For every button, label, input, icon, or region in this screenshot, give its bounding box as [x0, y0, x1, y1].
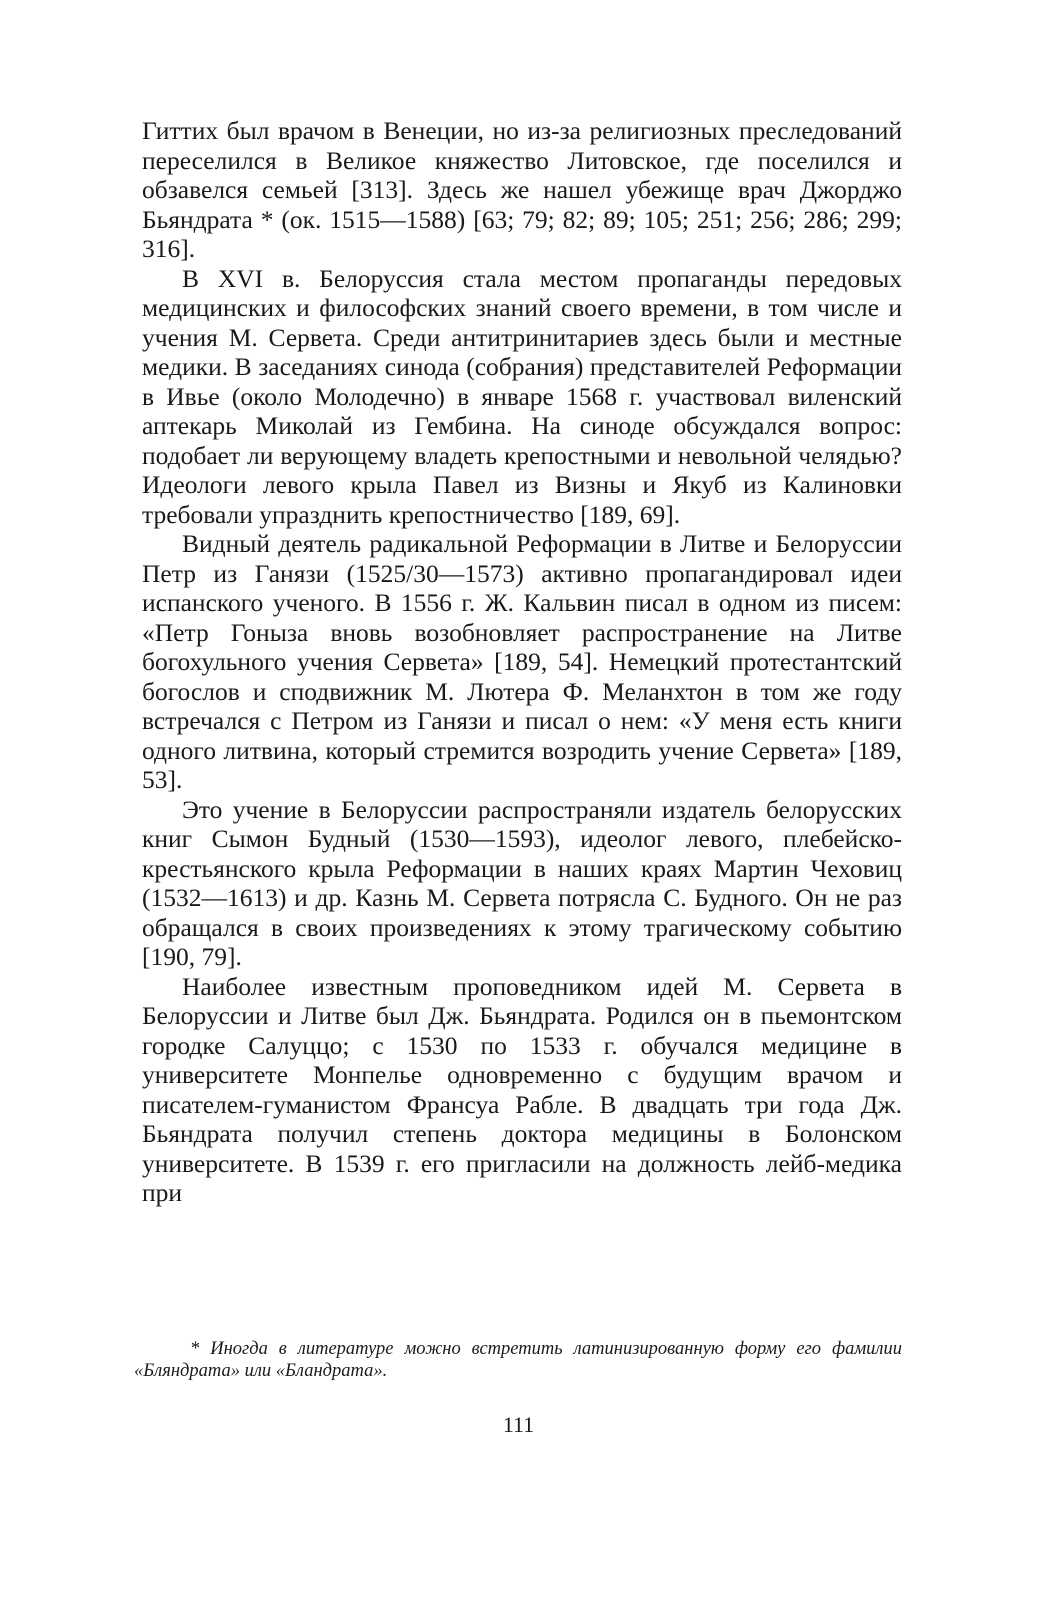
- paragraph-5: Наиболее известным проповедником идей М. Сервета в Белоруссии и Литве был Дж. Бьяндрата. Родился он в пьемонтском городке Салуццо; с 1530 по 1533 г. обучался медицине в университете Монпелье одновременно с будущим врачом и писателем-гуманистом Франсуа Рабле. В двадцать три года Дж. Бьяндрата получил степень доктора медицины в Болонском университете. В 1539 г. его пригласили на должность лейб-медика при: [142, 971, 902, 1207]
- page-body: [142, 116, 902, 1208]
- paragraph-3: Видный деятель радикальной Реформации в Литве и Белоруссии Петр из Ганязи (1525/30—1573) активно пропагандировал идеи испанского ученого. В 1556 г. Ж. Кальвин писал в одном из писем: «Петр Гоныза вновь возобновляет распространение на Литве богохульного учения Сервета» [189, 54]. Немецкий протестантский богослов и сподвижник М. Лютера Ф. Меланхтон в том же году встречался с Петром из Ганязи и писал о нем: «У меня есть книги одного литвина, который стремится возродить учение Сервета» [189, 53].: [142, 529, 902, 794]
- page-number: 111: [502, 1412, 535, 1437]
- paragraph-4: Это учение в Белоруссии распространяли издатель белорусских книг Сымон Будный (1530—1593), идеолог левого, плебейско-крестьянского крыла Реформации в наших краях Мартин Чеховиц (1532—1613) и др. Казнь М. Сервета потрясла С. Будного. Он не раз обращался в своих произведениях к этому трагическому событию [190, 79].: [142, 794, 902, 971]
- paragraph-2: В XVI в. Белоруссия стала местом пропаганды передовых медицинских и философских знаний своего времени, в том числе и учения М. Сервета. Среди антитринитариев здесь были и местные медики. В заседаниях синода (собрания) представителей Реформации в Ивье (около Молодечно) в январе 1568 г. участвовал виленский аптекарь Миколай из Гембина. На синоде обсуждался вопрос: подобает ли верующему владеть крепостными и невольной челядью? Идеологи левого крыла Павел из Визны и Якуб из Калиновки требовали упразднить крепостничество [189, 69].: [142, 263, 902, 529]
- paragraph-1: Гиттих был врачом в Венеции, но из-за религиозных преследований переселился в Великое княжество Литовское, где поселился и обзавелся семьей [313]. Здесь же нашел убежище врач Джорджо Бьяндрата * (ок. 1515—1588) [63; 79; 82; 89; 105; 251; 256; 286; 299; 316].: [142, 116, 902, 263]
- footnote: * Иногда в литературе можно встретить латинизированную форму его фамилии «Бляндрата» или «Бландрата».: [134, 1339, 902, 1381]
